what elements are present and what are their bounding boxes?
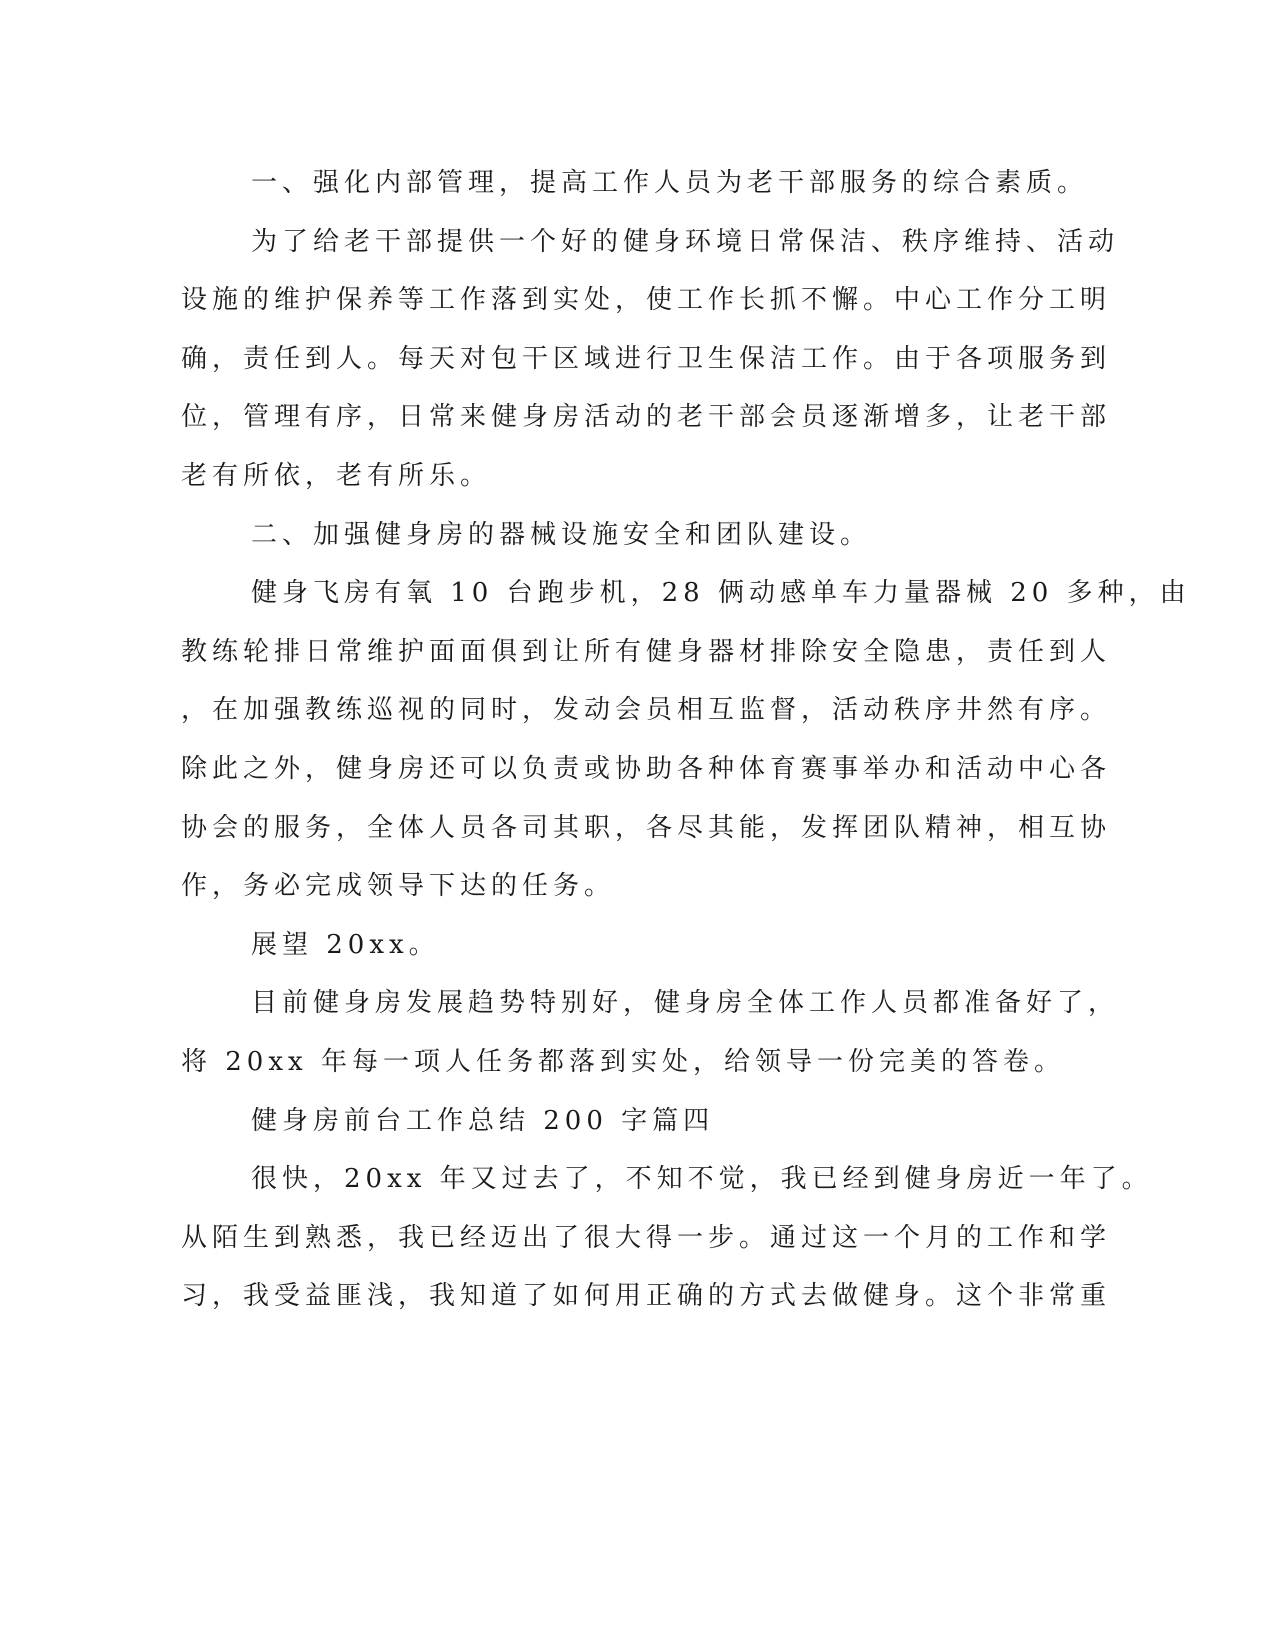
- paragraph-line: 习，我受益匪浅，我知道了如何用正确的方式去做健身。这个非常重: [181, 1281, 1112, 1312]
- paragraph-line: 健身飞房有氧 10 台跑步机，28 俩动感单车力量器械 20 多种，由: [251, 578, 1191, 609]
- paragraph-line: 老有所依，老有所乐。: [181, 460, 492, 491]
- paragraph-line: 为了给老干部提供一个好的健身环境日常保洁、秩序维持、活动: [251, 226, 1120, 257]
- paragraph-line: ，在加强教练巡视的同时，发动会员相互监督，活动秩序井然有序。: [181, 695, 1112, 726]
- paragraph-line: 从陌生到熟悉，我已经迈出了很大得一步。通过这一个月的工作和学: [181, 1222, 1112, 1253]
- section-heading-2: 二、加强健身房的器械设施安全和团队建设。: [251, 519, 872, 550]
- paragraph-line: 将 20xx 年每一项人任务都落到实处，给领导一份完美的答卷。: [181, 1046, 1065, 1077]
- document-body: [181, 154, 1191, 1326]
- paragraph-line: 作，务必完成领导下达的任务。: [181, 871, 616, 902]
- section-heading-1: 一、强化内部管理，提高工作人员为老干部服务的综合素质。: [251, 168, 1089, 198]
- paragraph-line: 确，责任到人。每天对包干区域进行卫生保洁工作。由于各项服务到: [181, 343, 1112, 374]
- paragraph-line: 协会的服务，全体人员各司其职，各尽其能，发挥团队精神，相互协: [181, 812, 1112, 843]
- section-heading-outlook: 展望 20xx。: [251, 929, 440, 960]
- paragraph-line: 很快，20xx 年又过去了，不知不觉，我已经到健身房近一年了。: [251, 1164, 1153, 1195]
- paragraph-line: 除此之外，健身房还可以负责或协助各种体育赛事举办和活动中心各: [181, 753, 1112, 784]
- paragraph-line: 目前健身房发展趋势特别好，健身房全体工作人员都准备好了，: [251, 988, 1120, 1019]
- paragraph-line: 教练轮排日常维护面面俱到让所有健身器材排除安全隐患，责任到人: [181, 636, 1112, 667]
- paragraph-line: 设施的维护保养等工作落到实处，使工作长抓不懈。中心工作分工明: [181, 285, 1112, 316]
- article-title: 健身房前台工作总结 200 字篇四: [251, 1105, 715, 1136]
- paragraph-line: 位，管理有序，日常来健身房活动的老干部会员逐渐增多，让老干部: [181, 402, 1112, 433]
